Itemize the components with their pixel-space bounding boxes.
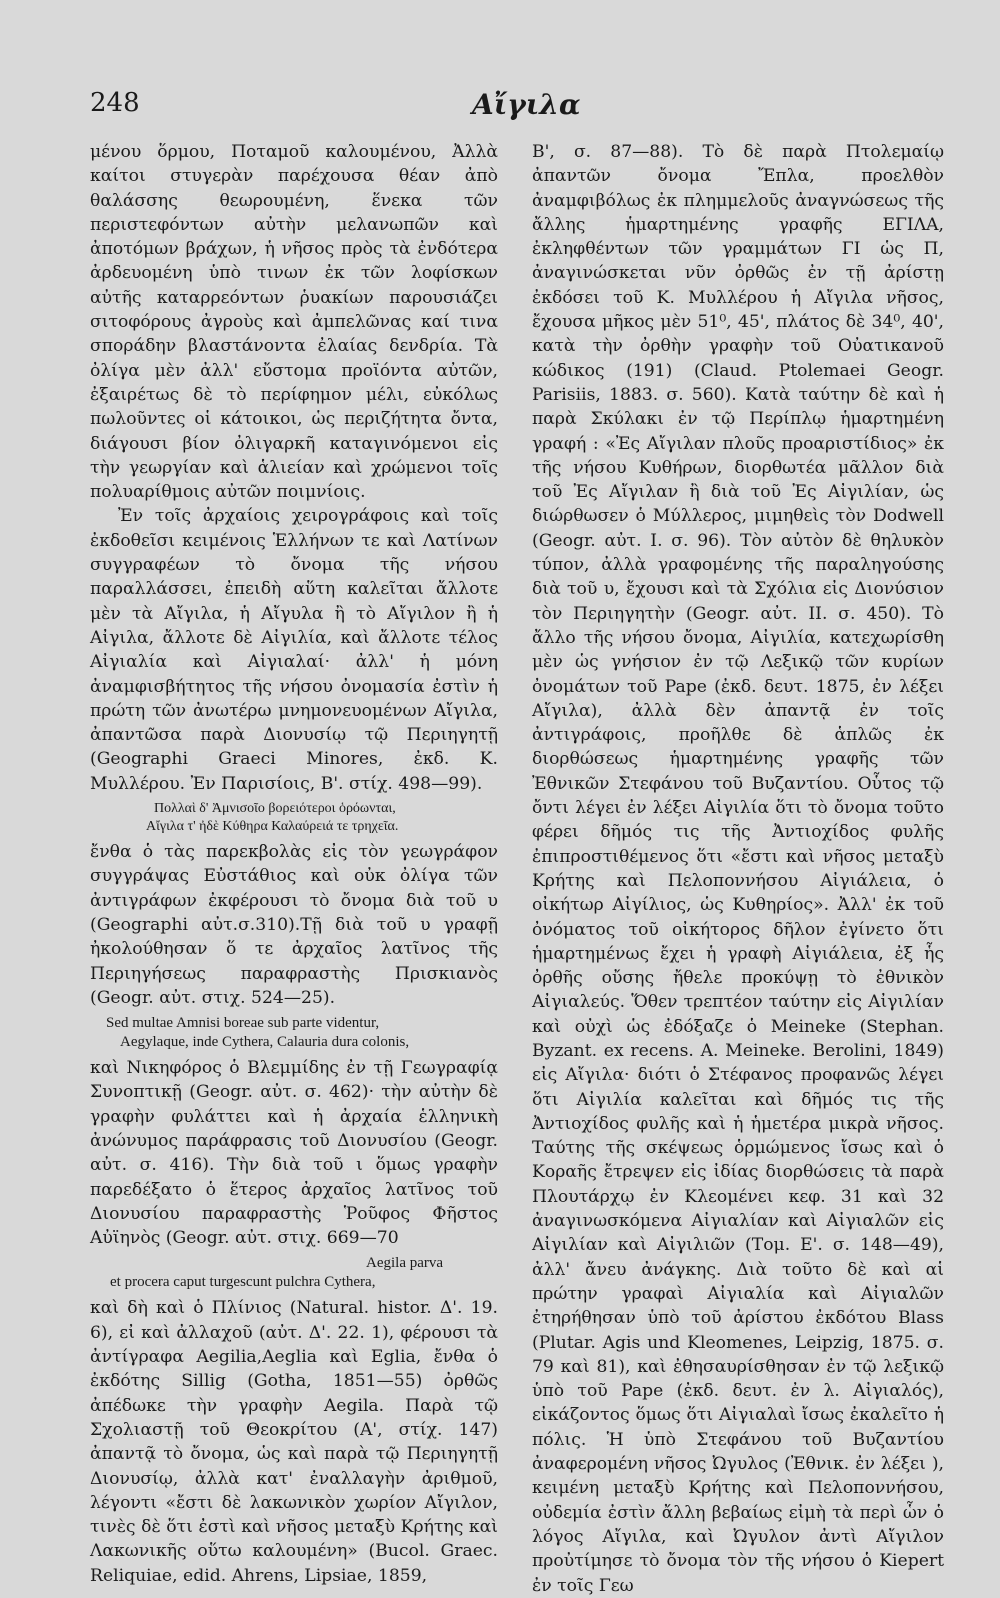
page-header bbox=[0, 88, 1000, 128]
paragraph: καὶ δὴ καὶ ὁ Πλίνιος (Natural. histor. Δ'. 19. 6), εἰ καὶ ἀλλαχοῦ (αὐτ. Δ'. 22. 1), φέρουσι τὰ ἀντίγραφα Aegilia,Aeglia καὶ Eglia, ἔνθα ὁ ἐκδότης Sillig (Gotha, 1851—55) ὀρθῶς ἀπέδωκε τὴν γραφὴν Aegila. Παρὰ τῷ Σχολιαστῇ τοῦ Θεοκρίτου (Α', στίχ. 147) ἀπαντᾷ τὸ ὄνομα, ὡς καὶ παρὰ τῷ Περιηγητῇ Διονυσίῳ, ἀλλὰ κατ' ἐναλλαγὴν ἀριθμοῦ, λέγοντι «ἔστι δὲ λακωνικὸν χωρίον Αἴγιλον, τινὲς δὲ ὅτι ἐστὶ καὶ νῆσος μεταξὺ Κρήτης καὶ Λακωνικῆς οὕτω καλουμένη» (Bucol. Graec. Reliquiae, edid. Ahrens, Lipsiae, 1859, bbox=[90, 1298, 498, 1586]
verse-quote bbox=[90, 1014, 498, 1052]
verse-quote bbox=[90, 1254, 498, 1292]
verse-line: Πολλαὶ δ' Ἀμνισοῖο βορειότεροι ὁρόωνται, bbox=[154, 801, 396, 817]
verse-line: Aegila parva bbox=[366, 1255, 444, 1272]
verse-line: Sed multae Amnisi boreae sub parte videntur, bbox=[106, 1015, 380, 1032]
paragraph: μένου ὅρμου, Ποταμοῦ καλουμένου, Ἀλλὰ καίτοι στυγερὰν παρέχουσα θέαν ἀπὸ θαλάσσης θεωρουμένη, ἕνεκα τῶν περιστεφόντων αὐτὴν μελανωπῶν καὶ ἀποτόμων βράχων, ἡ νῆσος πρὸς τὰ ἐνδότερα ἀρδευομένη ὑπὸ τινων ἐκ τῶν λοφίσκων αὐτῆς καταρρεόντων ῥυακίων παρουσιάζει σιτοφόρους ἀγροὺς καὶ ἀμπελῶνας καί τινα σποράδην βλαστάνοντα ἐλαίας δενδρία. Τὰ ὀλίγα μὲν ἀλλ' εὔστομα προϊόντα αὐτῶν, ἐξαιρέτως δὲ τὸ περίφημον μέλι, εὐκόλως πωλοῦντες οἱ κάτοικοι, ὡς περιζήτητα ὄντα, διάγουσι βίον ὀλιγαρκῆ καταγινόμενοι εἰς τὴν γεωργίαν καὶ ἁλιείαν καὶ χρώμενοι τοῖς πολυαρίθμοις αὐτῶν ποιμνίοις. bbox=[90, 142, 498, 503]
paragraph: καὶ Νικηφόρος ὁ Βλεμμίδης ἐν τῇ Γεωγραφίᾳ Συνοπτικῇ (Geogr. αὐτ. σ. 462)· τὴν αὐτὴν δὲ γραφὴν φυλάττει καὶ ἡ ἀρχαία ἑλληνικὴ ἀνώνυμος παράφρασις τοῦ Διονυσίου (Geogr. αὐτ. σ. 416). Τὴν διὰ τοῦ ι ὅμως γραφὴν παρεδέξατο ὁ ἕτερος ἀρχαῖος λατῖνος τοῦ Διονυσίου παραφραστὴς Ῥοῦφος Φῆστος Αὐϊηνὸς (Geogr. αὐτ. στιχ. 669—70 bbox=[90, 1058, 498, 1249]
left-column bbox=[90, 140, 498, 1588]
verse-line: et procera caput turgescunt pulchra Cythera, bbox=[110, 1274, 376, 1291]
page-number: 248 bbox=[90, 88, 140, 118]
right-column bbox=[532, 140, 944, 1598]
paragraph: ἔνθα ὁ τὰς παρεκβολὰς εἰς τὸν γεωγράφον συγγράψας Εὐστάθιος καὶ οὐκ ὀλίγα τῶν ἀντιγράφων ἐκφέρουσι τὸ ὄνομα διὰ τοῦ υ (Geographi αὐτ.σ.310).Τῇ διὰ τοῦ υ γραφῇ ἠκολούθησαν ὅ τε ἀρχαῖος λατῖνος τῆς Περιηγήσεως παραφραστὴς Πρισκιανὸς (Geogr. αὐτ. στιχ. 524—25). bbox=[90, 842, 498, 1008]
verse-line: Aegylaque, inde Cythera, Calauria dura colonis, bbox=[120, 1034, 410, 1051]
verse-line: Αἴγιλα τ' ἠδὲ Κύθηρα Καλαύρειά τε τρηχεῖα. bbox=[146, 819, 399, 835]
paragraph: Β', σ. 87—88). Τὸ δὲ παρὰ Πτολεμαίῳ ἀπαντῶν ὄνομα Ἔπλα, προελθὸν ἀναμφιβόλως ἐκ πλημμελοῦς ἀναγνώσεως τῆς ἄλλης ἡμαρτημένης γραφῆς ΕΓΙΛΑ, ἐκληφθέντων τῶν γραμμάτων ΓΙ ὡς Π, ἀναγινώσκεται νῦν ὀρθῶς ἐν τῇ ἀρίστῃ ἐκδόσει τοῦ Κ. Μυλλέρου ἡ Αἴγιλα νῆσος, ἔχουσα μῆκος μὲν 51⁰, 45', πλάτος δὲ 34⁰, 40', κατὰ τὴν ὀρθὴν γραφὴν τοῦ Οὐατικανοῦ κώδικος (191) (Claud. Ptolemaei Geogr. Parisiis, 1883. σ. 560). Κατὰ ταύτην δὲ καὶ ἡ παρὰ Σκύλακι ἐν τῷ Περίπλῳ ἡμαρτημένη γραφή : «Ἐς Αἴγιλαν πλοῦς προαριστίδιος» ἐκ τῆς νήσου Κυθήρων, διορθωτέα μᾶλλον διὰ τοῦ Ἐς Αἴγιλαν ἢ διὰ τοῦ Ἐς Αἰγιλίαν, ὡς διώρθωσεν ὁ Μύλλερος, μιμηθεὶς τὸν Dodwell (Geogr. αὐτ. I. σ. 96). Τὸν αὐτὸν δὲ θηλυκὸν τύπον, ἀλλὰ γραφομένης τῆς παραληγούσης διὰ τοῦ υ, ἔχουσι καὶ τὰ Σχόλια εἰς Διονύσιον τὸν Περιηγητὴν (Geogr. αὐτ. II. σ. 450). Τὸ ἄλλο τῆς νήσου ὄνομα, Αἰγιλία, κατεχωρίσθη μὲν ὡς γνήσιον ἐν τῷ Λεξικῷ τῶν κυρίων ὀνομάτων τοῦ Pape (ἐκδ. δευτ. 1875, ἐν λέξει Αἴγιλα), ἀλλὰ δὲν ἀπαντᾷ ἐν τοῖς ἀντιγράφοις, προῆλθε δὲ ἁπλῶς ἐκ διορθώσεως ἡμαρτημένης γραφῆς τῶν Ἐθνικῶν Στεφάνου τοῦ Βυζαντίου. Οὗτος τῷ ὄντι λέγει ἐν λέξει Αἰγιλία ὅτι τὸ ὄνομα τοῦτο φέρει δῆμός τις τῆς Ἀντιοχίδος φυλῆς ἐπιπροστιθέμενος ὅτι «ἔστι καὶ νῆσος μεταξὺ Κρήτης καὶ Πελοποννήσου Αἰγιάλεια, ὁ οἰκήτωρ Αἰγίλιος, ὡς Κυθηρίος». Ἀλλ' ἐκ τοῦ ὀνόματος τοῦ οἰκήτορος δῆλον ἐγίνετο ὅτι ἡμαρτημένως ἔχει ἡ γραφὴ Αἰγιάλεια, ἐξ ἧς ὀρθῆς οὔσης ἤθελε προκύψῃ τὸ ἐθνικὸν Αἰγιαλεύς. Ὅθεν τρεπτέον ταύτην εἰς Αἰγιλίαν καὶ οὐχὶ ὡς ἐδόξαζε ὁ Meineke (Stephan. Byzant. ex recens. A. Meineke. Berolini, 1849) εἰς Αἴγιλα· διότι ὁ Στέφανος προφανῶς λέγει ὅτι Αἰγιλία καλεῖται καὶ δῆμός τις τῆς Ἀντιοχίδος φυλῆς καὶ ἡ ἡμετέρα μικρὰ νῆσος. Ταύτης τῆς σκέψεως ὁρμώμενος ἴσως καὶ ὁ Κοραῆς ἔτρεψεν εἰς ἰδίας διορθώσεις τὰ παρὰ Πλουτάρχῳ ἐν Κλεομένει κεφ. 31 καὶ 32 ἀναγινωσκόμενα Αἰγιαλίαν καὶ Αἰγιαλῶν εἰς Αἰγιλίαν καὶ Αἰγιλιῶν (Τομ. Ε'. σ. 148—49), ἀλλ' ἄνευ ἀνάγκης. Διὰ τοῦτο δὲ καὶ αἱ πρώτην γραφαὶ Αἰγιαλία καὶ Αἰγιαλῶν ἐτηρήθησαν ὑπὸ τοῦ ἀρίστου ἐκδότου Blass (Plutar. Agis und Kleomenes, Leipzig, 1875. σ. 79 καὶ 81), καὶ ἐθησαυρίσθησαν ἐν τῷ λεξικῷ ὑπὸ τοῦ Pape (ἐκδ. δευτ. ἐν λ. Αἰγιαλός), εἰκάζοντος ὅμως ὅτι Αἰγιαλαὶ ἴσως ἐκαλεῖτο ἡ πόλις. Ἡ ὑπὸ Στεφάνου τοῦ Βυζαντίου ἀναφερομένη νῆσος Ὠγυλος (Ἐθνικ. ἐν λέξει ), κειμένη μεταξὺ Κρήτης καὶ Πελοποννήσου, οὐδεμία ἐστὶν ἄλλη βεβαίως εἰμὴ τὰ περὶ ὧν ὁ λόγος Αἴγιλα, καὶ Ὠγυλον ἀντὶ Αἴγιλον προὐτίμησε τὸ ὄνομα τὸν τῆς νήσου ὁ Kiepert ἐν τοῖς Γεω bbox=[532, 142, 944, 1596]
paragraph: Ἐν τοῖς ἀρχαίοις χειρογράφοις καὶ τοῖς ἐκδοθεῖσι κειμένοις Ἑλλήνων τε καὶ Λατίνων συγγραφέων τὸ ὄνομα τῆς νήσου παραλλάσσει, ἐπειδὴ αὕτη καλεῖται ἄλλοτε μὲν τὰ Αἴγιλα, ἡ Αἴγυλα ἢ τὸ Αἴγιλον ἢ ἡ Αἰγιλα, ἄλλοτε δὲ Αἰγιλία, καὶ ἄλλοτε τέλος Αἰγιαλία καὶ Αἰγιαλαί· ἀλλ' ἡ μόνη ἀναμφισβήτητος τῆς νήσου ὀνομασία ἐστὶν ἡ πρώτη τῶν ἀνωτέρω μνημονευομένων Αἴγιλα, ἀπαντῶσα παρὰ Διονυσίῳ τῷ Περιηγητῇ (Geographi Graeci Minores, ἐκδ. Κ. Μυλλέρου. Ἐν Παρισίοις, Β'. στίχ. 498—99). bbox=[90, 506, 498, 794]
verse-quote bbox=[90, 800, 498, 836]
running-head: Αἴγιλα bbox=[472, 88, 581, 121]
